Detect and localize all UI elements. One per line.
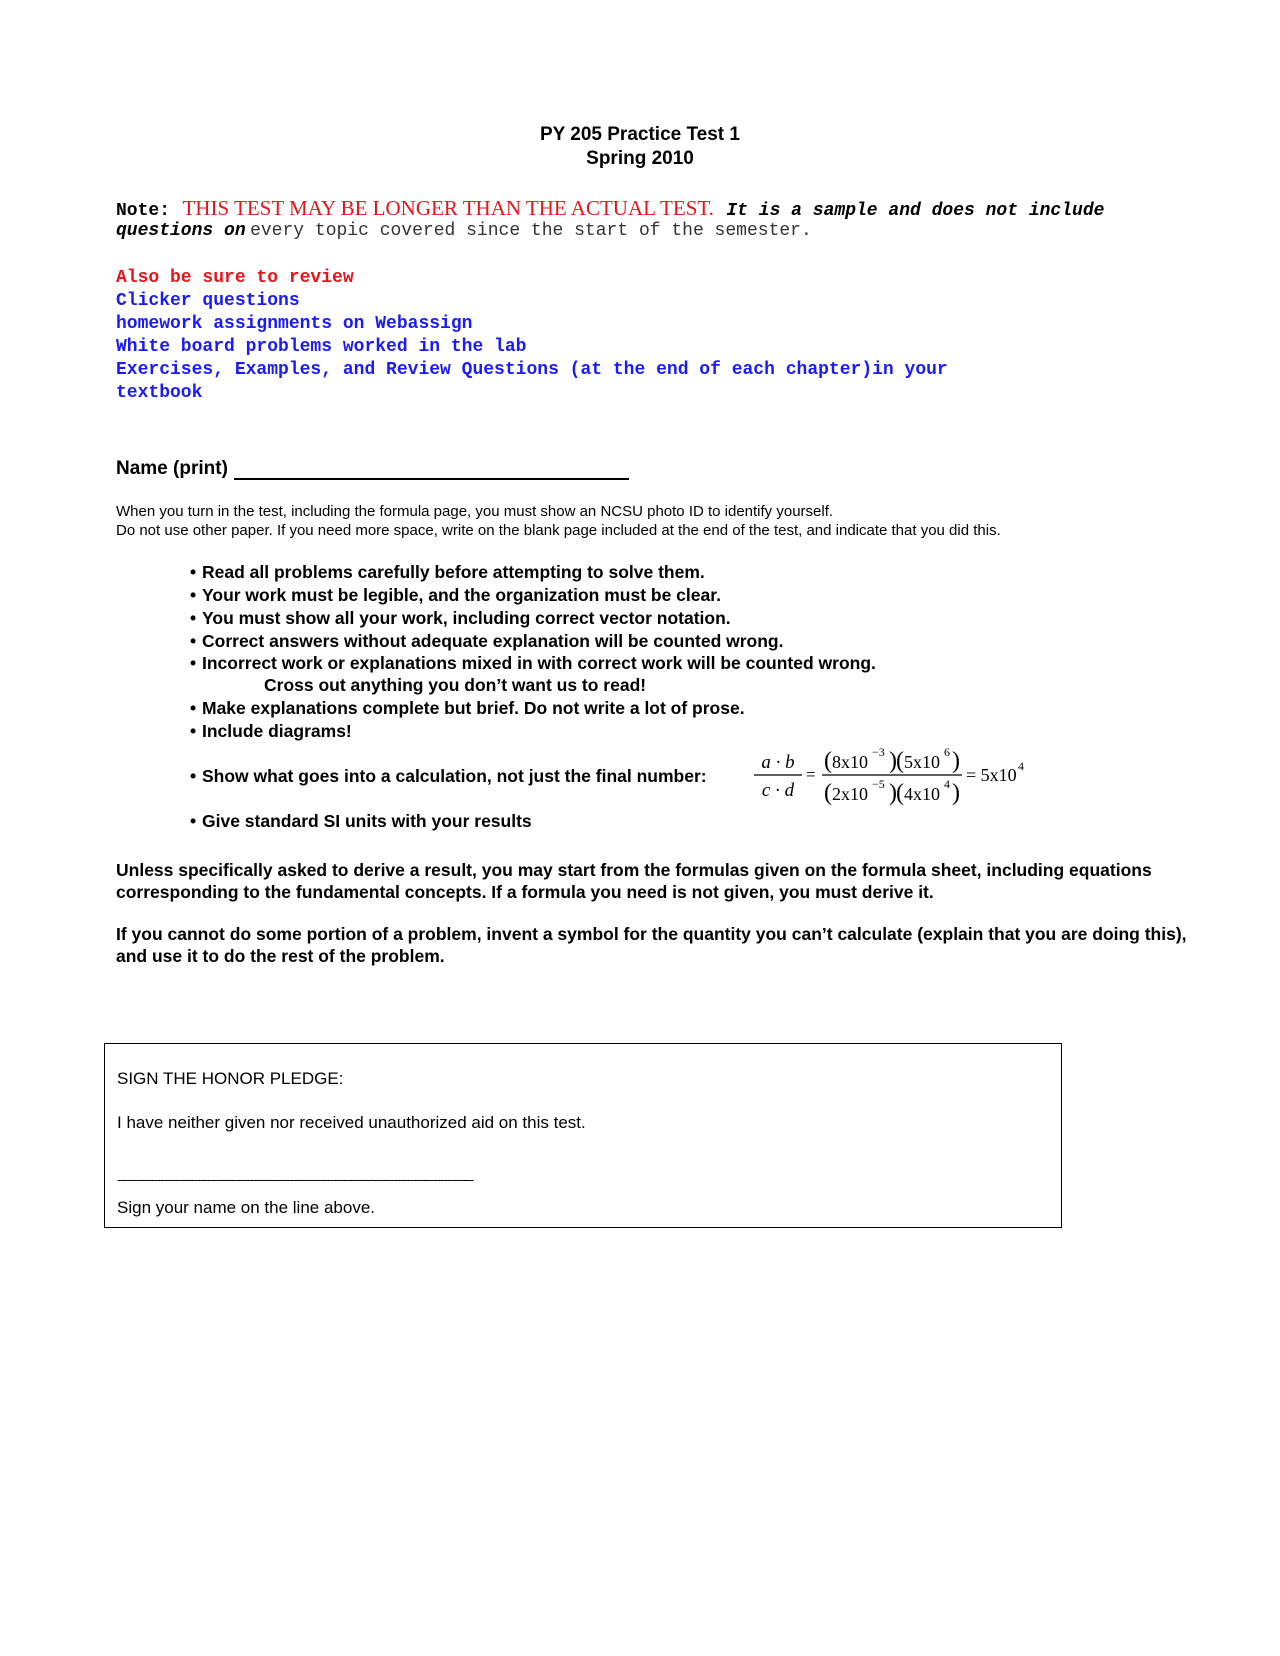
bullet-text: Show what goes into a calculation, not just the final number: xyxy=(202,766,707,786)
paren-close-icon: ) xyxy=(889,780,897,806)
instruction-line: When you turn in the test, including the formula page, you must show an NCSU photo ID to identify yourself. xyxy=(116,503,834,520)
bullet-text: Your work must be legible, and the organization must be clear. xyxy=(202,585,721,605)
bullet-icon: • xyxy=(190,562,197,582)
review-item: textbook xyxy=(116,383,203,403)
instruction-paragraph: If you cannot do some portion of a problem, invent a symbol for the quantity you can’t calculate (explain that you are doing this), and use it to do the rest of the problem. xyxy=(116,924,1187,966)
bullet-item xyxy=(190,698,745,719)
bullet-text: Include diagrams! xyxy=(202,721,352,741)
bullet-text: Make explanations complete but brief. Do not write a lot of prose. xyxy=(202,698,745,718)
bullet-item xyxy=(190,653,876,674)
formula-num-b-exp: 6 xyxy=(944,745,950,759)
honor-pledge-box xyxy=(104,1043,1062,1228)
bullet-text: Give standard SI units with your results xyxy=(202,811,532,831)
paren-open-icon: ( xyxy=(896,780,904,806)
bullet-item xyxy=(190,721,352,742)
bullet-item-calculation xyxy=(190,766,707,787)
bullet-text: You must show all your work, including correct vector notation. xyxy=(202,608,731,628)
formula-equals: = xyxy=(806,765,816,784)
note-label: Note: xyxy=(116,201,171,221)
signature-line[interactable]: ----------------------------------------------------------------------------------------------------------- xyxy=(117,1172,474,1187)
page-title: PY 205 Practice Test 1 xyxy=(540,124,740,145)
bullet-icon: • xyxy=(190,766,197,786)
name-label: Name (print) xyxy=(116,458,228,479)
bullet-icon: • xyxy=(190,698,197,718)
bullet-continuation: Cross out anything you don’t want us to read! xyxy=(264,675,647,695)
formula-num-b: 5x10 xyxy=(904,752,940,772)
formula-numerator-left: a · b xyxy=(761,752,795,773)
bullet-item xyxy=(190,585,721,606)
sample-formula xyxy=(748,742,1028,812)
formula-result: = 5x10 xyxy=(966,765,1017,785)
review-heading: Also be sure to review xyxy=(116,268,354,288)
paren-open-icon: ( xyxy=(896,748,904,774)
bullet-icon: • xyxy=(190,653,197,673)
review-item: homework assignments on Webassign xyxy=(116,314,473,334)
formula-num-a: 8x10 xyxy=(832,752,868,772)
formula-num-a-exp: −3 xyxy=(872,745,885,759)
formula-den-a: 2x10 xyxy=(832,784,868,804)
note-italic-1: It is a sample and does not include xyxy=(726,201,1105,221)
bullet-item xyxy=(190,608,731,629)
paren-close-icon: ) xyxy=(952,748,960,774)
note-line-1 xyxy=(116,196,1104,221)
bullet-item xyxy=(190,562,705,583)
bullet-item xyxy=(190,631,783,652)
bullet-text: Incorrect work or explanations mixed in with correct work will be counted wrong. xyxy=(202,653,876,673)
name-field xyxy=(116,456,629,480)
bullet-item xyxy=(190,811,532,832)
paren-open-icon: ( xyxy=(824,748,832,774)
formula-den-a-exp: −5 xyxy=(872,777,885,791)
formula-den-b-exp: 4 xyxy=(944,777,950,791)
formula-den-b: 4x10 xyxy=(904,784,940,804)
page-subtitle: Spring 2010 xyxy=(586,148,694,169)
note-line-2 xyxy=(116,221,812,241)
formula-svg xyxy=(748,742,1028,812)
formula-result-exp: 4 xyxy=(1018,759,1024,773)
bullet-icon: • xyxy=(190,721,197,741)
review-item: White board problems worked in the lab xyxy=(116,337,527,357)
instruction-line: Do not use other paper. If you need more space, write on the blank page included at the end of the test, and indicate that you did this. xyxy=(116,522,1001,539)
note-plain: every topic covered since the start of the semester. xyxy=(250,221,812,241)
pledge-heading: SIGN THE HONOR PLEDGE: xyxy=(117,1069,344,1088)
bullet-icon: • xyxy=(190,585,197,605)
bullet-icon: • xyxy=(190,608,197,628)
bullet-text: Read all problems carefully before attempting to solve them. xyxy=(202,562,705,582)
paren-close-icon: ) xyxy=(952,780,960,806)
paren-close-icon: ) xyxy=(889,748,897,774)
instruction-paragraph: Unless specifically asked to derive a result, you may start from the formulas given on the formula sheet, including equations corresponding to the fundamental concepts. If a formula you need is not given, you must derive it. xyxy=(116,860,1152,902)
note-warning: THIS TEST MAY BE LONGER THAN THE ACTUAL TEST. xyxy=(182,196,714,220)
formula-denominator-left: c · d xyxy=(761,780,795,801)
name-input-line[interactable] xyxy=(234,456,629,480)
signature-caption: Sign your name on the line above. xyxy=(117,1198,376,1217)
review-item: Exercises, Examples, and Review Questions (at the end of each chapter)in your xyxy=(116,360,948,380)
bullet-text: Correct answers without adequate explanation will be counted wrong. xyxy=(202,631,784,651)
bullet-icon: • xyxy=(190,631,197,651)
paren-open-icon: ( xyxy=(824,780,832,806)
pledge-statement: I have neither given nor received unauthorized aid on this test. xyxy=(117,1113,586,1132)
review-item: Clicker questions xyxy=(116,291,300,311)
bullet-icon: • xyxy=(190,811,197,831)
note-italic-2: questions on xyxy=(116,221,246,241)
